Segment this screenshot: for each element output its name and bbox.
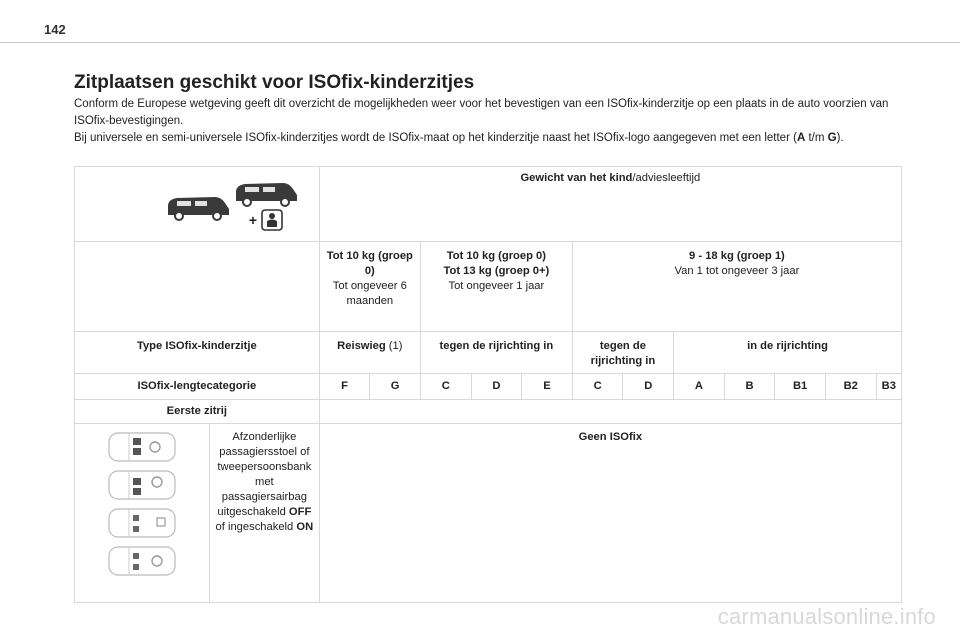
weight-group-1: Tot 10 kg (groep 0) Tot ongeveer 6 maanden	[319, 242, 420, 332]
letter-a: A	[796, 132, 806, 144]
first-row-section	[75, 400, 902, 424]
weight-header-rest: /adviesleeftijd	[632, 172, 701, 184]
empty-cell	[75, 242, 320, 332]
watermark: carmanualsonline.info	[717, 604, 936, 629]
length-category: F	[319, 374, 370, 400]
airbag-off: OFF	[288, 506, 312, 518]
intro-text	[74, 96, 904, 147]
seat-layout-icon	[107, 468, 177, 502]
seat-layout-icon	[107, 430, 177, 464]
length-category: B2	[825, 374, 876, 400]
type-row	[75, 332, 902, 374]
eerste-zitrij-label: Eerste zitrij	[75, 400, 320, 424]
plus-sign: +	[248, 212, 258, 228]
weight-header-cell	[319, 167, 901, 242]
intro-line-2: Bij universele en semi-universele ISOfix-kinderzitjes wordt de ISOfix-maat op het kinderzitje naast het ISOfix-logo aangegeven met een letter (A t/m G).	[74, 132, 844, 144]
van-icon	[233, 179, 299, 209]
length-category: D	[623, 374, 674, 400]
geen-isofix-value: Geen ISOfix	[319, 424, 901, 603]
length-row	[75, 374, 902, 400]
seat-layout-icons	[79, 430, 205, 578]
page-number: 142	[44, 22, 66, 37]
type-reiswieg: Reiswieg (1)	[319, 332, 420, 374]
vehicle-icons	[117, 173, 277, 237]
vehicle-icons-cell	[75, 167, 320, 242]
length-category: B3	[876, 374, 901, 400]
weight-group-3: 9 - 18 kg (groep 1) Van 1 tot ongeveer 3 jaar	[572, 242, 901, 332]
type-in-rijrichting: in de rijrichting	[674, 332, 902, 374]
header-row	[75, 167, 902, 242]
length-category: D	[471, 374, 522, 400]
type-label: Type ISOfix-kinderzitje	[75, 332, 320, 374]
length-label: ISOfix-lengtecategorie	[75, 374, 320, 400]
length-category: E	[522, 374, 573, 400]
empty-cell	[319, 400, 901, 424]
length-category: G	[370, 374, 421, 400]
header-divider	[0, 42, 960, 43]
child-seat-icon	[261, 209, 283, 231]
van-icon	[165, 193, 231, 223]
seat-layout-icon	[107, 506, 177, 540]
weight-group-2: Tot 10 kg (groep 0) Tot 13 kg (groep 0+) Tot ongeveer 1 jaar	[420, 242, 572, 332]
length-category: C	[572, 374, 623, 400]
length-category: C	[420, 374, 471, 400]
page-title: Zitplaatsen geschikt voor ISOfix-kinderzitjes	[74, 72, 475, 93]
length-category: B1	[775, 374, 826, 400]
seat-row	[75, 424, 902, 603]
length-category: B	[724, 374, 775, 400]
type-tegen-2: tegen de rijrichting in	[572, 332, 673, 374]
seat-description: Afzonderlijke passagiersstoel of tweepersoonsbank met passagiersairbag uitgeschakeld OFF of ingeschakeld ON	[210, 424, 320, 603]
weight-row	[75, 242, 902, 332]
airbag-on: ON	[296, 521, 314, 533]
intro-line-1: Conform de Europese wetgeving geeft dit overzicht de mogelijkheden weer voor het bevestigen van een ISOfix-kinderzitje op een plaats in de auto voorzien van ISOfix-bevestigingen.	[74, 98, 889, 127]
length-category: A	[674, 374, 725, 400]
type-tegen-1: tegen de rijrichting in	[420, 332, 572, 374]
isofix-table	[74, 166, 902, 603]
weight-header-bold: Gewicht van het kind	[520, 172, 633, 184]
seat-layout-icon	[107, 544, 177, 578]
letter-g: G	[827, 132, 837, 144]
seat-layout-icons-cell	[75, 424, 210, 603]
